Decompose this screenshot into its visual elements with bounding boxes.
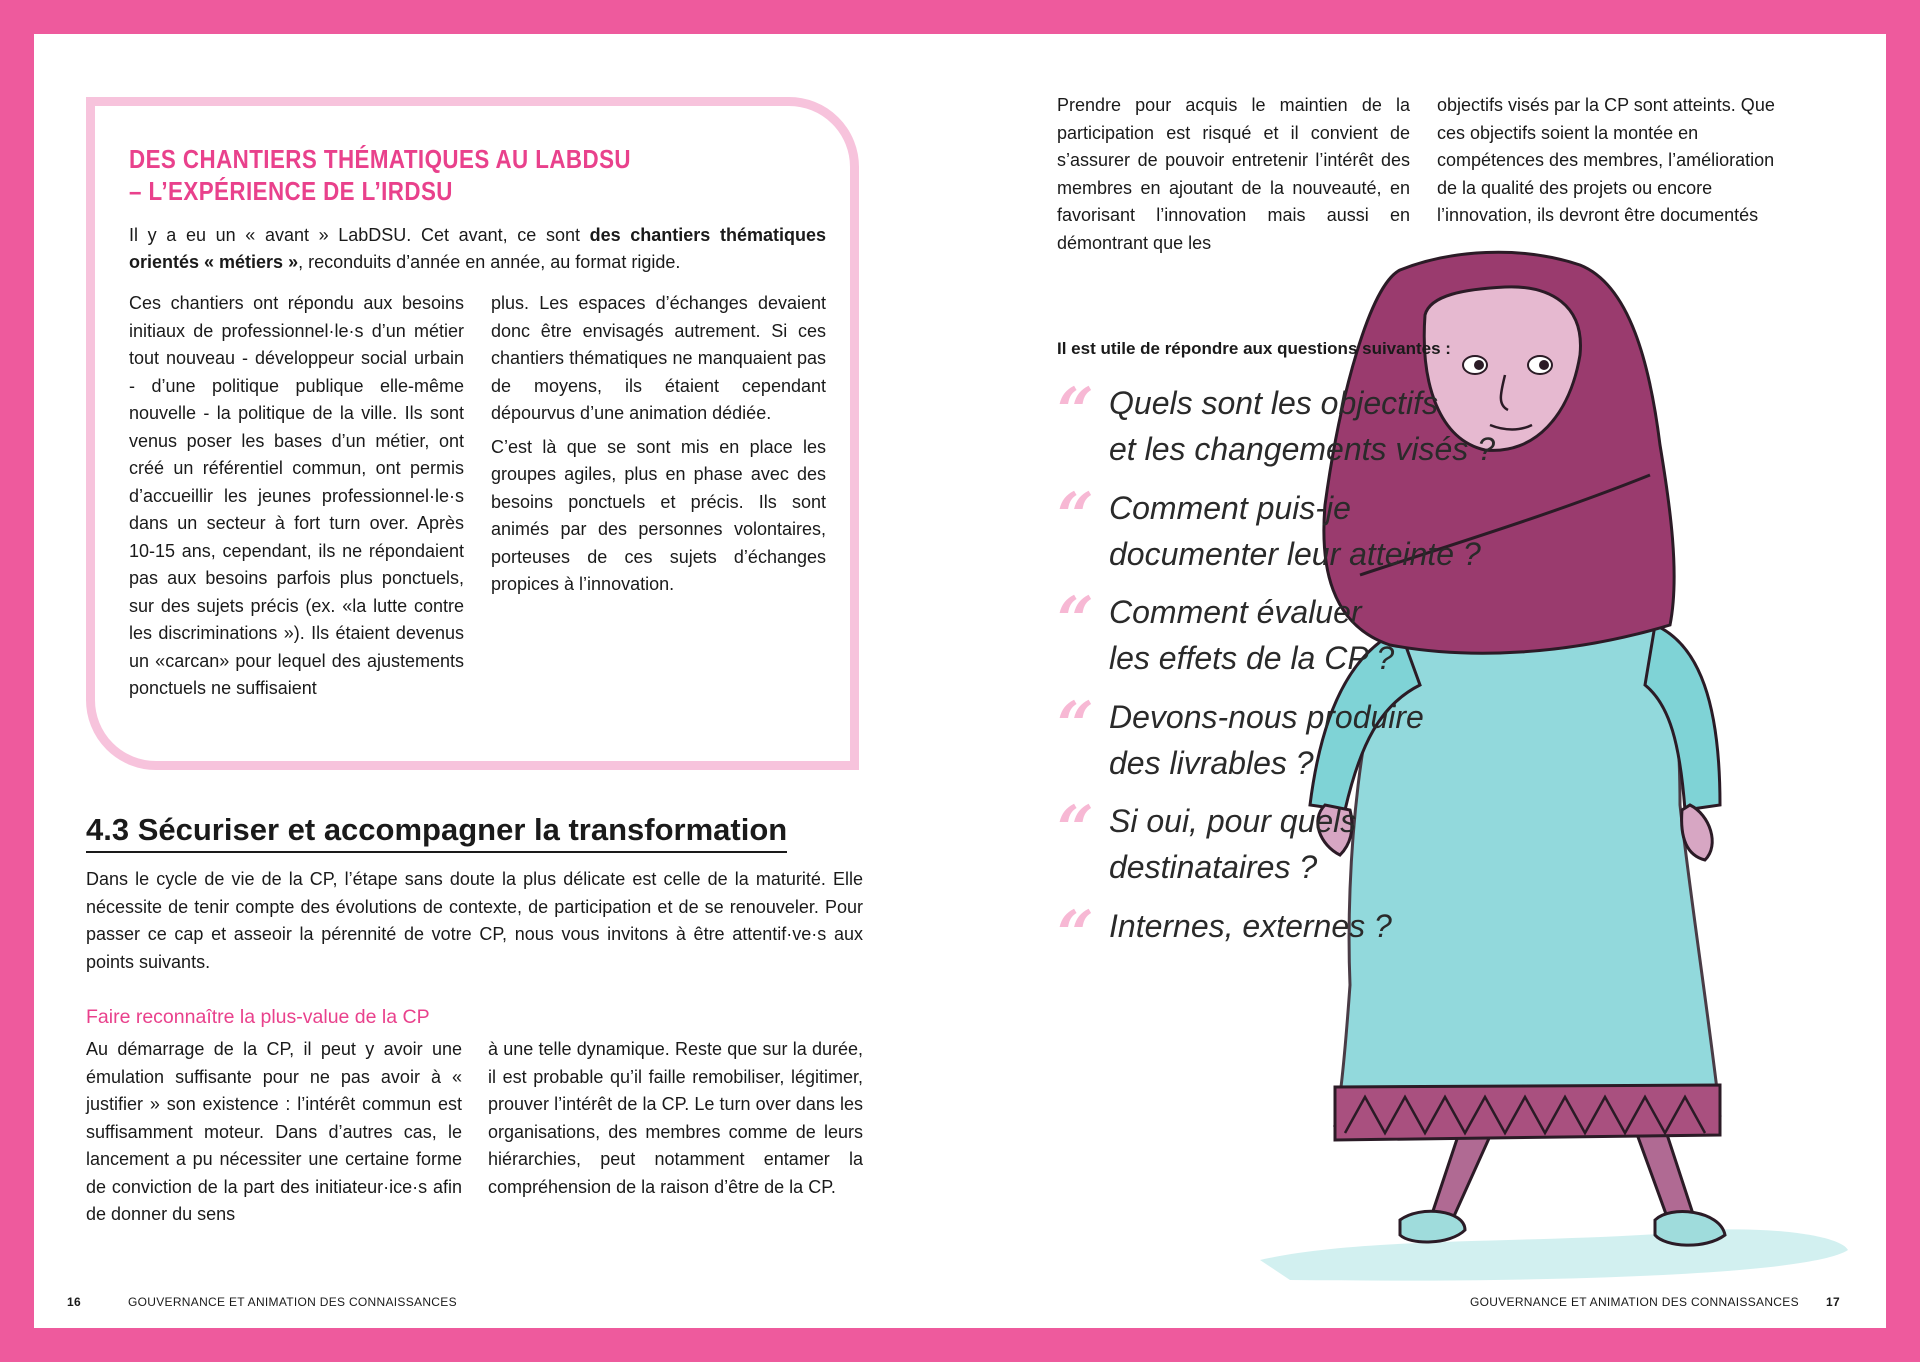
sub-column-2: à une telle dynamique. Reste que sur la durée, il est probable qu’il faille remobiliser, légitimer, prouver l’intérêt de la CP. Le turn over dans les organisations, des membres comme de leurs hiérarchies, peut notamment entamer la compréhension de la raison d’être de la CP. <box>488 1039 863 1197</box>
question-6 <box>1057 897 1527 972</box>
question-line: Comment puis-je <box>1109 490 1351 526</box>
box-col1-paragraph: Ces chantiers ont répondu aux besoins initiaux de professionnel·le·s d’un métier tout nouveau - développeur social urbain - d’une politique publique elle-même nouvelle - la politique de la ville. Ils sont venus poser les bases d’un métier, ont créé un référentiel commun, ont permis d’accueillir les jeunes professionnel·le·s dans un secteur à fort turn over. Après 10-15 ans, cependant, ils ne répondaient pas aux besoins parfois plus ponctuels, sur des sujets précis (ex. «la lutte contre les discriminations »). Ils étaient devenus un «carcan» pour lequel des ajustements ponctuels ne suffisaient <box>129 293 464 698</box>
right-column-2: objectifs visés par la CP sont atteints. Que ces objectifs soient la montée en compétences des membres, l’amélioration de la qualité des projets ou encore l’innovation, ils devront être documentés <box>1437 95 1775 225</box>
page-number-left: 16 <box>67 1295 81 1309</box>
question-line: Devons-nous produire <box>1109 699 1424 735</box>
box-column-1 <box>129 290 464 709</box>
open-quote-icon: “ <box>1057 897 1094 972</box>
question-2 <box>1057 479 1527 585</box>
box-title <box>129 143 645 207</box>
question-line: destinataires ? <box>1109 849 1318 885</box>
box-col2-paragraph-1: plus. Les espaces d’échanges devaient donc être envisagés autrement. Si ces chantiers thématiques ne manquaient pas de moyens, ils étaient cependant dépourvus d’une animation dédiée. <box>491 293 826 423</box>
box-title-line2: – L’EXPÉRIENCE DE L’IRDSU <box>129 176 453 206</box>
question-line: Quels sont les objectifs <box>1109 385 1439 421</box>
footer-title-left: GOUVERNANCE ET ANIMATION DES CONNAISSANCES <box>128 1295 457 1309</box>
box-col2-paragraph-2: C’est là que se sont mis en place les groupes agiles, plus en phase avec des besoins ponctuels et précis. Ils sont animés par des personnes volontaires, porteuses de ces sujets d’échanges propices à l’innovation. <box>491 436 826 594</box>
box-intro-rest: , reconduits d’année en année, au format rigide. <box>298 252 681 272</box>
footer-title-right: GOUVERNANCE ET ANIMATION DES CONNAISSANCES <box>1470 1295 1799 1309</box>
question-line: les effets de la CP ? <box>1109 640 1395 676</box>
questions-lead: Il est utile de répondre aux questions suivantes : <box>1057 339 1451 358</box>
open-quote-icon: “ <box>1057 583 1094 658</box>
box-intro-bold: des chantiers thématiques orientés « métiers » <box>129 225 826 272</box>
question-text <box>1109 485 1481 577</box>
section-intro: Dans le cycle de vie de la CP, l’étape sans doute la plus délicate est celle de la maturité. Elle nécessite de tenir compte des évolutions de contexte, de participation et de se renouveler. Pour passer ce cap et asseoir la pérennité de votre CP, nous vous invitons à être attentif·ve·s aux points suivants. <box>86 869 863 972</box>
box-title-line1: DES CHANTIERS THÉMATIQUES AU LABDSU <box>129 144 632 174</box>
question-4 <box>1057 688 1527 794</box>
open-quote-icon: “ <box>1057 792 1094 867</box>
question-text <box>1109 694 1424 786</box>
question-5 <box>1057 792 1527 898</box>
question-line: Internes, externes ? <box>1109 908 1392 944</box>
right-column-1: Prendre pour acquis le maintien de la participation est risqué et il convient de s’assurer de pouvoir entretenir l’intérêt des membres en ajoutant de la nouveauté, en favorisant l’innovation mais aussi en démontrant que les <box>1057 95 1410 253</box>
open-quote-icon: “ <box>1057 374 1094 449</box>
page-number-right: 17 <box>1826 1295 1840 1309</box>
question-line: Si oui, pour quels <box>1109 803 1357 839</box>
sub-column-1: Au démarrage de la CP, il peut y avoir une émulation suffisante pour ne pas avoir à « justifier » son existence : l’intérêt commun est suffisamment moteur. Dans d’autres cas, le lancement a pu nécessiter une certaine forme de conviction de la part des initiateur·ice·s afin de donner du sens <box>86 1039 462 1224</box>
question-text <box>1109 589 1394 681</box>
question-text <box>1109 798 1356 890</box>
open-quote-icon: “ <box>1057 479 1094 554</box>
subheading: Faire reconnaître la plus-value de la CP <box>86 1006 430 1028</box>
question-line: Comment évaluer <box>1109 594 1362 630</box>
box-intro <box>129 222 826 276</box>
question-3 <box>1057 583 1527 689</box>
question-text <box>1109 380 1495 472</box>
box-column-2 <box>491 290 826 605</box>
box-intro-plain: Il y a eu un « avant » LabDSU. Cet avant, ce sont <box>129 225 590 245</box>
question-text <box>1109 903 1392 949</box>
question-line: et les changements visés ? <box>1109 431 1495 467</box>
section-heading: 4.3 Sécuriser et accompagner la transformation <box>86 810 787 853</box>
open-quote-icon: “ <box>1057 688 1094 763</box>
question-line: des livrables ? <box>1109 745 1314 781</box>
question-line: documenter leur atteinte ? <box>1109 536 1481 572</box>
question-1 <box>1057 374 1527 480</box>
